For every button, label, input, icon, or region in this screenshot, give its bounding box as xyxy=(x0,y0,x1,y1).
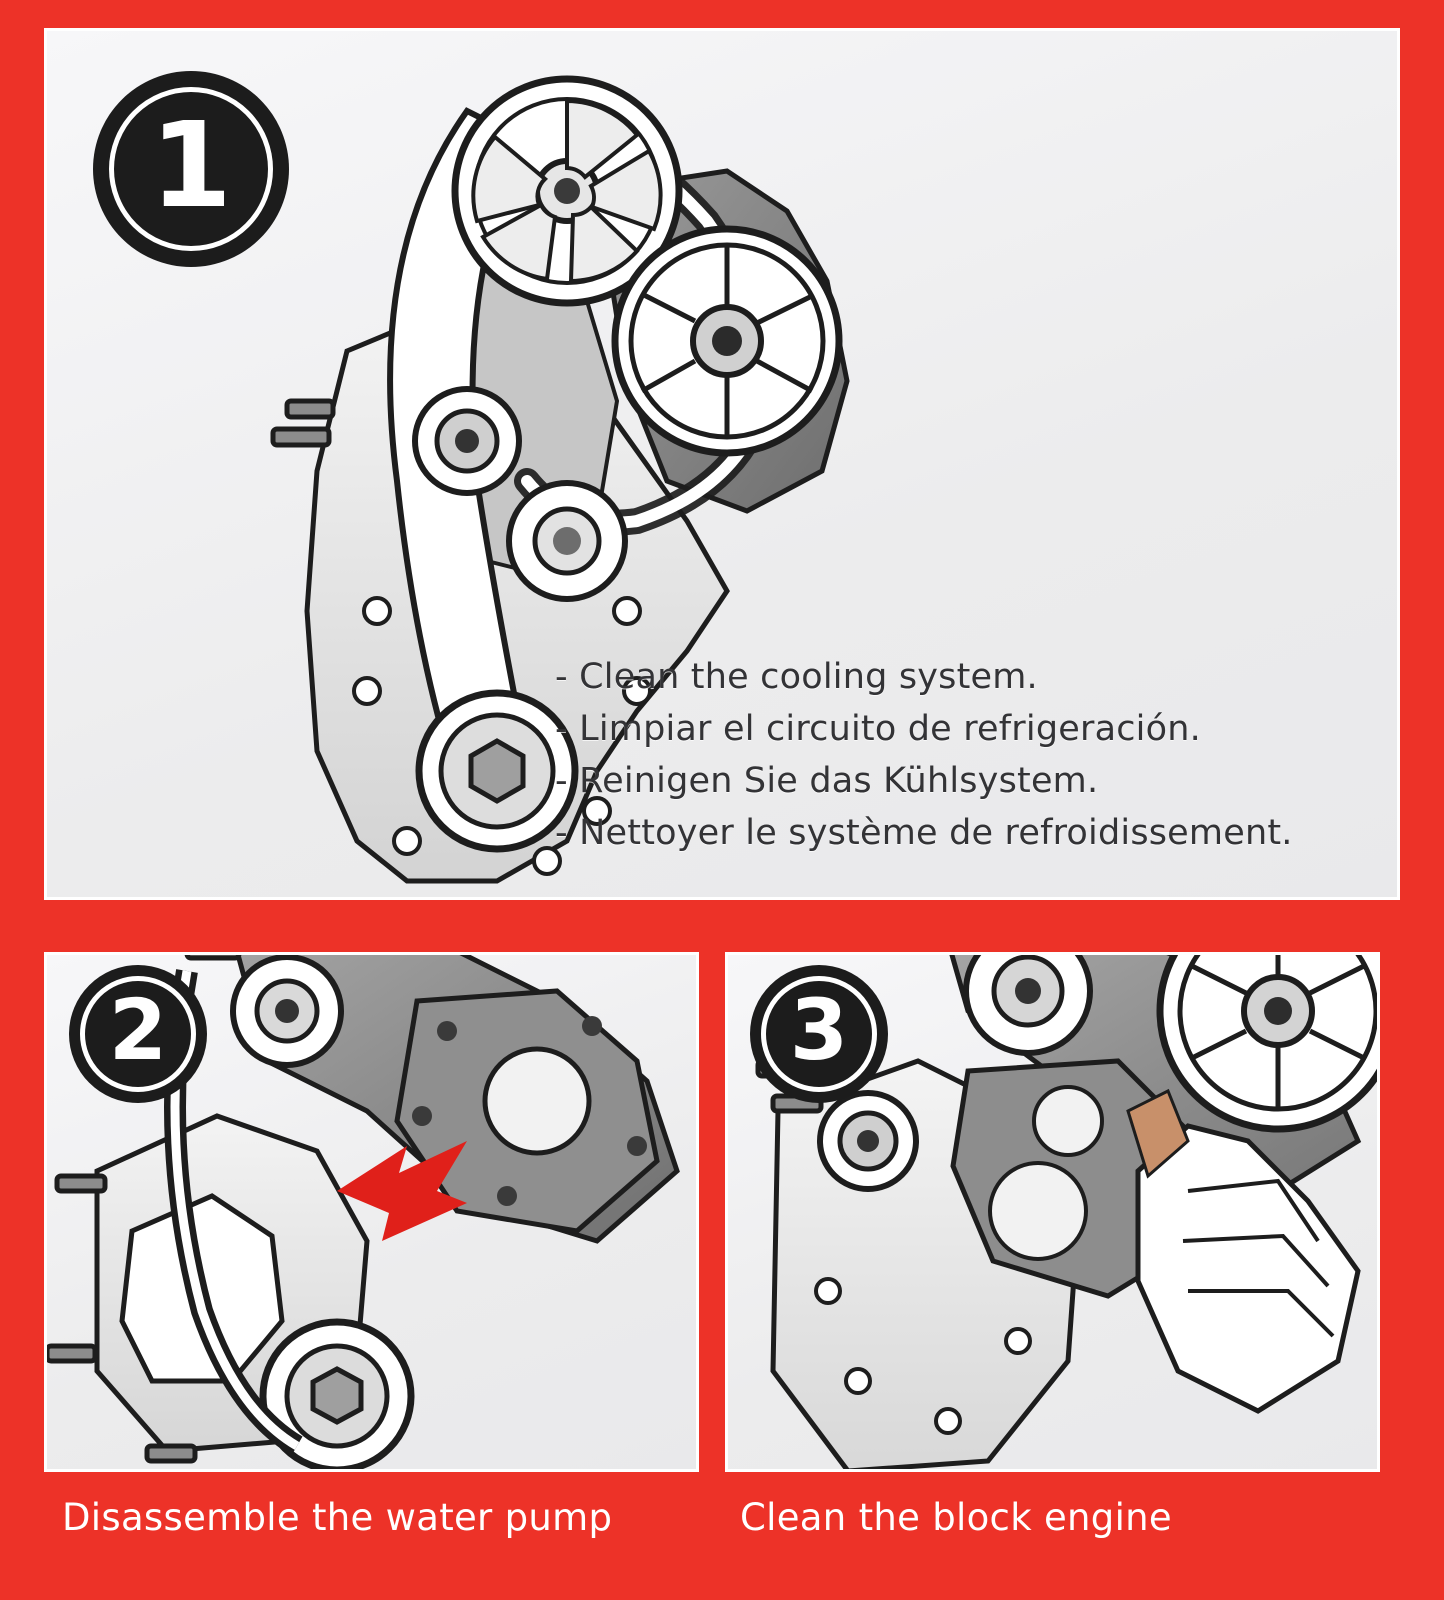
instruction-line-de: - Reinigen Sie das Kühlsystem. xyxy=(555,761,1099,801)
instruction-line-fr: - Nettoyer le système de refroidissement. xyxy=(555,813,1293,853)
idler-pulley xyxy=(509,483,625,599)
step-3-badge xyxy=(750,965,888,1103)
pump-bore xyxy=(990,1163,1086,1259)
tensioner-pulley xyxy=(415,389,519,493)
toothed-sprocket-right xyxy=(615,229,839,453)
pulley-top-left xyxy=(966,952,1090,1053)
step-1-badge xyxy=(93,71,289,267)
step-3-caption: Clean the block engine xyxy=(740,1496,1172,1539)
instruction-list xyxy=(555,651,1293,859)
water-pump-bore xyxy=(485,1049,589,1153)
instruction-line-es: - Limpiar el circuito de refrigeración. xyxy=(555,709,1201,749)
step-2-badge xyxy=(69,965,207,1103)
step-1-panel xyxy=(44,28,1400,900)
step-2-caption: Disassemble the water pump xyxy=(62,1496,613,1539)
step-2-number: 2 xyxy=(108,981,168,1079)
idler-pulley-top xyxy=(233,957,341,1065)
stud-bolts xyxy=(273,401,333,445)
instruction-line-en: - Clean the cooling system. xyxy=(555,657,1038,697)
step-3-panel xyxy=(725,952,1380,1472)
bearing-seat xyxy=(820,1093,916,1189)
step-1-number: 1 xyxy=(149,96,233,234)
coolant-port xyxy=(1034,1087,1102,1155)
step-2-panel xyxy=(44,952,699,1472)
crankshaft-sprocket xyxy=(419,693,575,849)
step-3-number: 3 xyxy=(789,981,849,1079)
